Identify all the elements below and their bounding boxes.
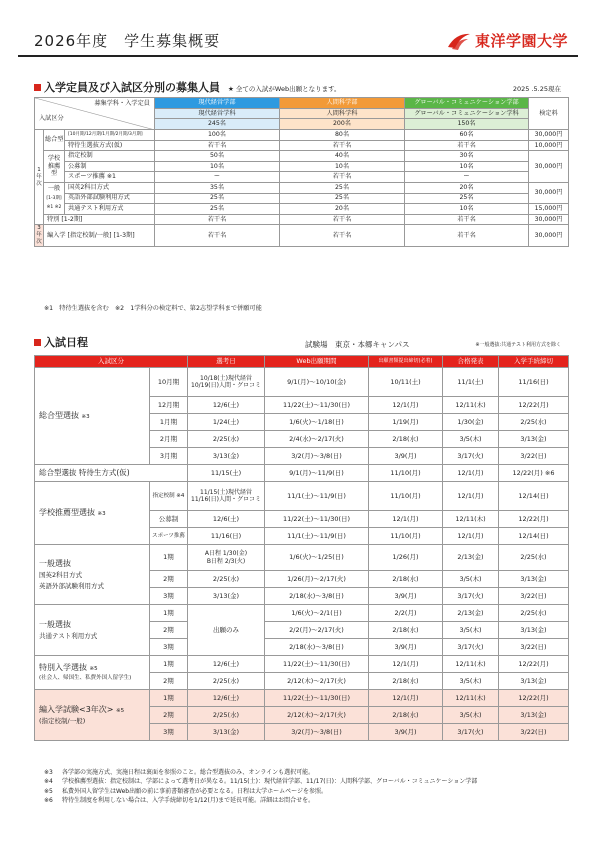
row-label: 公募制 — [65, 161, 155, 172]
faculty-header: グローバル・コミュニケーション学部 — [405, 98, 529, 109]
proc-cell: 3/13(金) — [499, 622, 569, 639]
doc-cell: 3/9(月) — [369, 639, 443, 656]
quota-cell: 100名 — [155, 130, 280, 141]
quota-cell: 25名 — [405, 193, 529, 204]
doc-cell: 2/18(水) — [369, 571, 443, 588]
doc-cell: 12/1(月) — [369, 656, 443, 673]
period-cell: 2期 — [150, 673, 188, 690]
fee-cell: 30,000円 — [529, 214, 569, 225]
web-cell: 11/1(土)〜11/9(日) — [265, 482, 369, 511]
web-cell: 11/1(土)〜11/9(日) — [265, 528, 369, 545]
fee-cell: 10,000円 — [529, 140, 569, 151]
category-label: 一般選抜 — [39, 619, 71, 629]
doc-cell: 1/26(月) — [369, 545, 443, 571]
section-schedule-heading — [34, 334, 88, 350]
web-cell: 2/4(水)〜2/17(火) — [265, 431, 369, 448]
proc-cell: 2/25(水) — [499, 414, 569, 431]
pass-cell: 12/1(月) — [443, 465, 499, 482]
quota-cell: 30名 — [405, 151, 529, 162]
section-quota-heading — [34, 79, 341, 95]
row-label: 特待生選抜方式(仮) — [65, 140, 155, 151]
date-cell: A日程 1/30(金) B日程 2/3(火) — [188, 545, 265, 571]
pass-cell: 3/17(火) — [443, 588, 499, 605]
pass-cell: 12/11(木) — [443, 690, 499, 707]
quota-cell: 25名 — [280, 182, 405, 193]
pass-cell: 1/30(金) — [443, 414, 499, 431]
pass-cell: 12/11(木) — [443, 656, 499, 673]
period-cell: 2期 — [150, 571, 188, 588]
quota-cell: 10名 — [405, 161, 529, 172]
column-header: Web出願期間 — [265, 356, 369, 368]
table-corner — [35, 98, 155, 130]
note-text: 学校推薦型選抜：指定校制は、学部によって選考日が異なる。11/15(土)：現代経営学部、11/17(日)：人間科学部、グローバル・コミュニケーション学部 — [62, 778, 478, 786]
date-cell: 2/25(水) — [188, 571, 265, 588]
proc-cell: 11/16(日) — [499, 368, 569, 397]
date-cell: 11/16(日) — [188, 528, 265, 545]
category-label: 特別入学選抜 — [39, 663, 87, 673]
note-text: 私費外国人留学生はWeb出願の前に事前書類審査が必要となる。日程は大学ホームページを参照。 — [62, 787, 327, 795]
proc-cell: 2/25(水) — [499, 605, 569, 622]
group-ippan-note: ※1 ※2 — [46, 204, 62, 210]
note-item — [44, 777, 477, 786]
department-header: グローバル・コミュニケーション学科 — [405, 108, 529, 119]
section-title: 入試日程 — [44, 336, 88, 349]
web-cell: 2/18(水)〜3/8(日) — [265, 588, 369, 605]
fee-header: 検定料 — [529, 98, 569, 130]
fee-cell: 30,000円 — [529, 225, 569, 247]
pass-cell: 3/17(火) — [443, 724, 499, 741]
capacity-cell: 200名 — [280, 119, 405, 130]
doc-cell: 11/10(月) — [369, 465, 443, 482]
document-title: 2026年度 学生募集概要 — [34, 32, 221, 50]
period-cell: 10月期 — [150, 368, 188, 397]
group-suisen: 学校推薦型 — [44, 151, 65, 183]
group-ippan-label: 一般 — [47, 185, 61, 193]
corner-bottom-label: 入試区分 — [39, 115, 64, 123]
corner-top-label: 募集学科・入学定員 — [94, 100, 150, 107]
period-cell: 1月期 — [150, 414, 188, 431]
row-label: 英語外部試験利用方式 — [65, 193, 155, 204]
quota-cell: 10名 — [280, 161, 405, 172]
quota-cell: 若干名 — [155, 225, 280, 247]
pass-cell: 2/13(金) — [443, 605, 499, 622]
year1-label: 1年次 — [35, 130, 44, 225]
fee-cell: 30,000円 — [529, 151, 569, 183]
category-label: 学校推薦型選抜 — [39, 508, 95, 517]
section-title: 入学定員及び入試区分別の募集人員 — [44, 81, 220, 94]
period-cell: 1期 — [150, 690, 188, 707]
pass-cell: 3/5(木) — [443, 431, 499, 448]
proc-cell: 3/22(日) — [499, 639, 569, 656]
proc-cell: 3/22(日) — [499, 448, 569, 465]
category-label: 編入学試験<3年次> — [39, 704, 114, 714]
period-cell: 3期 — [150, 639, 188, 656]
quota-cell: 20名 — [280, 204, 405, 215]
row-label: 特別 [1-2期] — [44, 214, 155, 225]
fee-cell: 15,000円 — [529, 204, 569, 215]
quota-cell: 80名 — [280, 130, 405, 141]
row-label: 国英2科目方式 — [65, 182, 155, 193]
note-number: ※3 — [44, 769, 53, 776]
category-note: ※5 — [116, 707, 125, 714]
column-header: 出願書類提出締切(必着) — [369, 356, 443, 368]
proc-cell: 12/14(日) — [499, 528, 569, 545]
quota-cell: 10名 — [155, 161, 280, 172]
exam-venue: 試験場 東京・本郷キャンパス — [305, 340, 410, 349]
note-number: ※4 — [44, 778, 53, 786]
pass-cell: 12/11(木) — [443, 511, 499, 528]
date-cell: 2/25(水) — [188, 673, 265, 690]
column-header: 選考日 — [188, 356, 265, 368]
web-cell: 1/6(火)〜1/25(日) — [265, 545, 369, 571]
doc-cell: 10/11(土) — [369, 368, 443, 397]
column-header: 合格発表 — [443, 356, 499, 368]
quota-cell: 50名 — [155, 151, 280, 162]
department-header: 現代経営学科 — [155, 108, 280, 119]
faculty-header: 現代経営学部 — [155, 98, 280, 109]
row-label: スポーツ推薦 ※1 — [65, 172, 155, 183]
doc-cell: 2/18(水) — [369, 622, 443, 639]
note-item — [44, 796, 477, 805]
doc-cell: 11/10(月) — [369, 528, 443, 545]
category-sub: 国英2科目方式 — [39, 571, 83, 580]
schedule-notes — [44, 768, 477, 805]
proc-cell: 3/13(金) — [499, 673, 569, 690]
doc-cell: 1/19(月) — [369, 414, 443, 431]
date-cell: 出願のみ — [188, 605, 265, 656]
fee-cell: 30,000円 — [529, 182, 569, 203]
proc-cell: 12/22(月) — [499, 656, 569, 673]
quota-table — [34, 97, 569, 247]
pass-cell: 3/17(火) — [443, 448, 499, 465]
proc-cell: 3/13(金) — [499, 707, 569, 724]
quota-cell: 若干名 — [405, 225, 529, 247]
date-cell: 11/15(土) — [188, 465, 265, 482]
quota-cell: ー — [155, 172, 280, 183]
pass-cell: 2/13(金) — [443, 545, 499, 571]
category-tokubetsu — [35, 656, 150, 690]
as-of-date: 2025 .5.25現在 — [512, 85, 561, 93]
proc-cell: 12/22(月) — [499, 511, 569, 528]
proc-cell: 3/22(日) — [499, 588, 569, 605]
note-text: 各学部の実施方式、実施日程は裏面を参照のこと。総合型選抜のみ、オンラインも選択可能。 — [62, 769, 315, 776]
quota-cell: 若干名 — [280, 140, 405, 151]
web-cell: 9/1(月)〜10/10(金) — [265, 368, 369, 397]
column-header: 入試区分 — [35, 356, 188, 368]
category-sub: (社会人、帰国生、私費外国人留学生) — [39, 675, 132, 682]
doc-cell: 11/10(月) — [369, 482, 443, 511]
web-cell: 2/12(木)〜2/17(火) — [265, 707, 369, 724]
web-cell: 11/22(土)〜11/30(日) — [265, 511, 369, 528]
quota-footnote: ※1 特待生選抜を含む ※2 1学科分の検定料で、第2志望学科まで併願可能 — [44, 305, 262, 312]
department-header: 人間科学科 — [280, 108, 405, 119]
category-sogo — [35, 368, 150, 465]
category-kyotsu — [35, 605, 150, 656]
proc-cell: 12/22(月) ※6 — [499, 465, 569, 482]
category-tokutai: 総合型選抜 特待生方式(仮) — [35, 465, 188, 482]
web-cell: 2/2(月)〜2/17(火) — [265, 622, 369, 639]
period-cell: 指定校制 ※4 — [150, 482, 188, 511]
proc-cell: 2/25(水) — [499, 545, 569, 571]
category-ippan — [35, 545, 150, 605]
category-hennyu — [35, 690, 150, 741]
note-text: 特待生制度を利用しない場合は、入学手続締切を1/12(月)まで延長可能。詳細はお問合せを。 — [62, 796, 315, 804]
date-cell: 10/18(土)現代経営 10/19(日)人間・グロコミ — [188, 368, 265, 397]
university-logo — [446, 30, 568, 51]
period-cell: 公募制 — [150, 511, 188, 528]
schedule-table — [34, 355, 569, 741]
row-label: 共通テスト利用方式 — [65, 204, 155, 215]
logo-mark-icon — [446, 31, 472, 51]
period-cell: スポーツ推薦 — [150, 528, 188, 545]
pass-cell: 3/5(木) — [443, 571, 499, 588]
proc-cell: 3/13(金) — [499, 571, 569, 588]
period-cell: 3月期 — [150, 448, 188, 465]
quota-cell: 若干名 — [280, 225, 405, 247]
web-cell: 2/12(木)〜2/17(火) — [265, 673, 369, 690]
category-note: ※3 — [97, 511, 106, 517]
pass-cell: 3/5(木) — [443, 622, 499, 639]
section-marker-icon — [34, 84, 41, 91]
quota-cell: 若干名 — [155, 140, 280, 151]
web-cell: 2/18(水)〜3/8(日) — [265, 639, 369, 656]
web-cell: 11/22(土)〜11/30(日) — [265, 397, 369, 414]
web-cell: 11/22(土)〜11/30(日) — [265, 690, 369, 707]
category-sub: 英語外部試験利用方式 — [39, 581, 104, 590]
category-label: 一般選抜 — [39, 559, 71, 569]
quota-cell: ー — [405, 172, 529, 183]
proc-cell: 3/13(金) — [499, 431, 569, 448]
web-cell: 11/22(土)〜11/30(日) — [265, 656, 369, 673]
period-cell: 2期 — [150, 622, 188, 639]
pass-cell: 3/5(木) — [443, 673, 499, 690]
doc-cell: 12/1(月) — [369, 397, 443, 414]
date-cell: 12/6(土) — [188, 656, 265, 673]
pass-cell: 3/5(木) — [443, 707, 499, 724]
group-sogo: 総合型 — [44, 130, 65, 151]
note-number: ※5 — [44, 787, 53, 795]
pass-cell: 3/17(火) — [443, 639, 499, 656]
venue-note: ※一般選抜:共通テスト利用方式を除く — [475, 342, 561, 348]
category-note: ※5 — [89, 666, 98, 673]
web-cell: 3/2(月)〜3/8(日) — [265, 724, 369, 741]
web-cell: 1/6(火)〜2/1(日) — [265, 605, 369, 622]
row-label: 指定校制 — [65, 151, 155, 162]
period-cell: 3期 — [150, 588, 188, 605]
pass-cell: 12/1(月) — [443, 528, 499, 545]
date-cell: 3/13(金) — [188, 588, 265, 605]
quota-cell: 35名 — [155, 182, 280, 193]
doc-cell: 12/1(月) — [369, 690, 443, 707]
category-note: ※3 — [81, 414, 90, 420]
category-sub: (指定校制/一般) — [39, 716, 86, 725]
web-cell: 1/6(火)〜1/18(日) — [265, 414, 369, 431]
period-cell: 1期 — [150, 605, 188, 622]
proc-cell: 12/22(月) — [499, 690, 569, 707]
note-item — [44, 768, 477, 777]
period-cell: 2月期 — [150, 431, 188, 448]
capacity-cell: 150名 — [405, 119, 529, 130]
date-cell: 11/15(土)現代経営 11/16(日)人間・グロコミ — [188, 482, 265, 511]
period-cell: 1期 — [150, 656, 188, 673]
doc-cell: 12/1(月) — [369, 511, 443, 528]
row-label: [10月期/12月期/1月期/2月期/3月期] — [65, 130, 155, 141]
web-cell: 9/1(月)〜11/9(日) — [265, 465, 369, 482]
date-cell: 3/13(金) — [188, 448, 265, 465]
pass-cell: 12/1(月) — [443, 482, 499, 511]
group-ippan-sub: [1-3期] — [46, 196, 62, 202]
quota-cell: 40名 — [280, 151, 405, 162]
web-cell: 1/26(月)〜2/17(火) — [265, 571, 369, 588]
doc-cell: 3/9(月) — [369, 724, 443, 741]
capacity-cell: 245名 — [155, 119, 280, 130]
quota-cell: 25名 — [280, 193, 405, 204]
date-cell: 1/24(土) — [188, 414, 265, 431]
quota-cell: 若干名 — [155, 214, 280, 225]
doc-cell: 3/9(月) — [369, 588, 443, 605]
doc-cell: 2/18(水) — [369, 431, 443, 448]
quota-cell: 20名 — [405, 182, 529, 193]
date-cell: 3/13(金) — [188, 724, 265, 741]
note-number: ※6 — [44, 796, 53, 804]
column-header: 入学手続締切 — [499, 356, 569, 368]
faculty-header: 人間科学部 — [280, 98, 405, 109]
quota-cell: 若干名 — [280, 214, 405, 225]
pass-cell: 11/1(土) — [443, 368, 499, 397]
quota-cell: 25名 — [155, 204, 280, 215]
quota-cell: 25名 — [155, 193, 280, 204]
fee-cell: 30,000円 — [529, 130, 569, 141]
quota-cell: 60名 — [405, 130, 529, 141]
period-cell: 2期 — [150, 707, 188, 724]
date-cell: 2/25(水) — [188, 707, 265, 724]
proc-cell: 12/22(月) — [499, 397, 569, 414]
date-cell: 12/6(土) — [188, 397, 265, 414]
quota-cell: 10名 — [405, 204, 529, 215]
row-label: 編入学 [指定校制/一般] [1-3期] — [44, 225, 155, 247]
section-marker-icon — [34, 339, 41, 346]
period-cell: 12月期 — [150, 397, 188, 414]
doc-cell: 2/18(水) — [369, 673, 443, 690]
section-note: ★ 全ての入試がWeb出願となります。 — [228, 85, 341, 93]
proc-cell: 3/22(日) — [499, 724, 569, 741]
category-sub: 共通テスト利用方式 — [39, 631, 98, 640]
doc-cell: 2/2(月) — [369, 605, 443, 622]
header-rule — [18, 55, 578, 57]
quota-cell: 若干名 — [405, 214, 529, 225]
doc-cell: 3/9(月) — [369, 448, 443, 465]
date-cell: 12/6(土) — [188, 511, 265, 528]
period-cell: 3期 — [150, 724, 188, 741]
doc-cell: 2/18(水) — [369, 707, 443, 724]
university-name: 東洋学園大学 — [474, 32, 568, 50]
date-cell: 2/25(水) — [188, 431, 265, 448]
date-cell: 12/6(土) — [188, 690, 265, 707]
group-ippan — [44, 182, 65, 214]
page-header — [34, 30, 568, 52]
quota-cell: 若干名 — [405, 140, 529, 151]
pass-cell: 12/11(木) — [443, 397, 499, 414]
quota-cell: 若干名 — [280, 172, 405, 183]
web-cell: 3/2(月)〜3/8(日) — [265, 448, 369, 465]
period-cell: 1期 — [150, 545, 188, 571]
year3-label: 3年次 — [36, 225, 42, 246]
note-item — [44, 787, 477, 796]
category-suisen — [35, 482, 150, 545]
proc-cell: 12/14(日) — [499, 482, 569, 511]
category-label: 総合型選抜 — [39, 411, 79, 420]
